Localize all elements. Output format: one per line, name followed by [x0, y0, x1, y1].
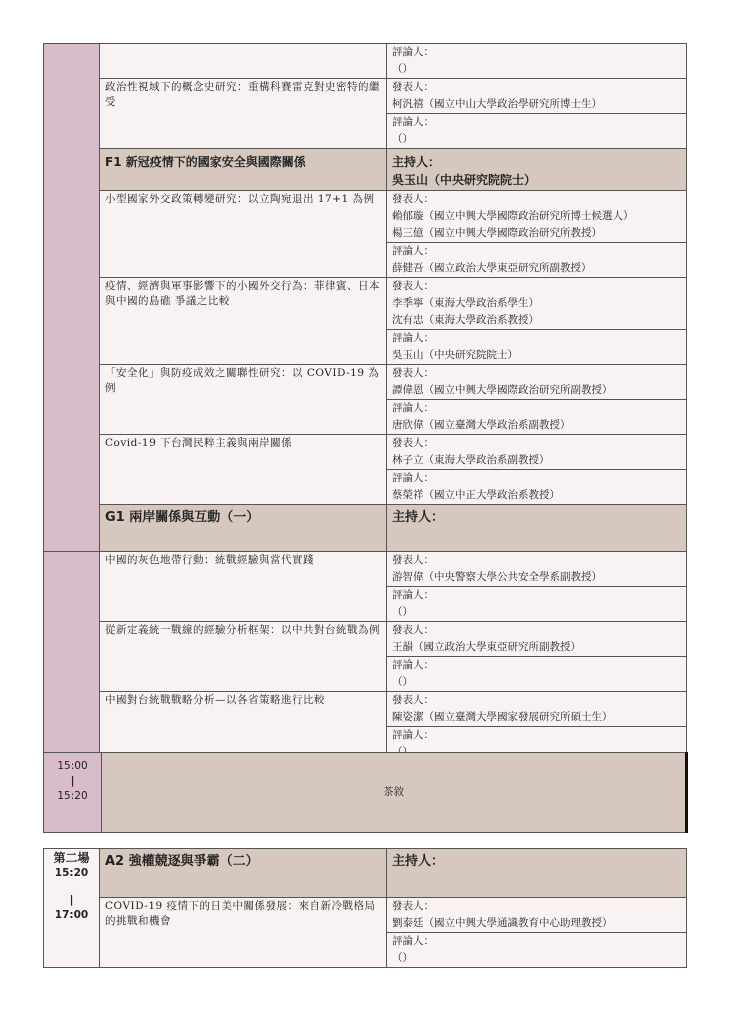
reviewer-value: 吳玉山（中央研究院院士）	[387, 347, 687, 365]
presenter-label: 發表人：	[387, 622, 687, 640]
presenter-label: 發表人：	[387, 365, 687, 383]
reviewer-label: 評論人：	[387, 470, 687, 488]
presenter-label: 發表人：	[387, 435, 687, 453]
session-end-time: 17:00	[54, 909, 89, 921]
reviewer-value: （）	[387, 950, 687, 968]
schedule-block-1	[43, 43, 686, 762]
reviewer-label: 評論人：	[387, 243, 687, 261]
presenter-label: 發表人：	[387, 79, 687, 97]
reviewer-label: 評論人：	[387, 587, 687, 605]
time-separator: |	[70, 775, 75, 787]
host-value: 吳玉山（中央研究院院士）	[387, 172, 687, 190]
presenter-label: 發表人：	[387, 898, 687, 916]
paper-title: 政治性視域下的概念史研究：重構科賽雷克對史密特的繼受	[100, 79, 387, 149]
paper-title: 中國的灰色地帶行動：統戰經驗與當代實踐	[100, 552, 387, 622]
schedule-table-2	[43, 848, 687, 968]
tea-end-time: 15:20	[57, 790, 88, 802]
paper-title: Covid-19 下台灣民粹主義與兩岸關係	[100, 435, 387, 505]
schedule-table-1	[43, 43, 687, 552]
reviewer-value: （）	[387, 674, 687, 692]
presenter-value: 沈有忠（東海大學政治系教授）	[387, 312, 687, 330]
presenter-value: 陳姿潔（國立臺灣大學國家發展研究所碩士生）	[387, 709, 687, 727]
reviewer-label: 評論人：	[387, 727, 687, 745]
tea-break-block	[43, 752, 686, 833]
reviewer-value: 蔡榮祥（國立中正大學政治系教授）	[387, 487, 687, 505]
session-title: F1 新冠疫情下的國家安全與國際關係	[100, 149, 387, 191]
paper-cell-empty	[100, 44, 387, 79]
presenter-label: 發表人：	[387, 278, 687, 296]
presenter-value: 劉泰廷（國立中興大學通識教育中心助理教授）	[387, 915, 687, 933]
presenter-label: 發表人：	[387, 692, 687, 710]
reviewer-label: 評論人：	[387, 330, 687, 348]
paper-title: COVID-19 疫情下的日美中關係發展：來自新冷戰格局的挑戰和機會	[100, 898, 387, 968]
schedule-block-2	[43, 848, 686, 968]
time-column	[44, 44, 100, 552]
presenter-value: 柯汎禧（國立中山大學政治學研究所博士生）	[387, 96, 687, 114]
session-time-cell	[44, 849, 100, 968]
paper-title: 疫情、經濟與軍事影響下的小國外交行為：菲律賓、日本與中國的島礁 爭議之比較	[100, 278, 387, 365]
paper-title: 從新定義統一戰線的經驗分析框架：以中共對台統戰為例	[100, 622, 387, 692]
presenter-label: 發表人：	[387, 552, 687, 570]
presenter-value: 譚偉恩（國立中興大學國際政治研究所副教授）	[387, 382, 687, 400]
paper-title: 小型國家外交政策轉變研究：以立陶宛退出 17+1 為例	[100, 191, 387, 278]
reviewer-label: 評論人：	[387, 657, 687, 675]
presenter-label: 發表人：	[387, 191, 687, 209]
presenter-value: 王韻（國立政治大學東亞研究所副教授）	[387, 639, 687, 657]
reviewer-value: （）	[387, 61, 687, 79]
reviewer-value: （）	[387, 131, 687, 149]
tea-break-title: 茶敘	[102, 753, 687, 833]
paper-title: 「安全化」與防疫成效之關聯性研究：以 COVID-19 為例	[100, 365, 387, 435]
presenter-value: 林子立（東海大學政治系副教授）	[387, 452, 687, 470]
tea-time-cell	[44, 753, 102, 833]
session-start-time: 15:20	[54, 867, 89, 879]
reviewer-value: （）	[387, 604, 687, 622]
reviewer-label: 評論人：	[387, 400, 687, 418]
tea-start-time: 15:00	[57, 760, 88, 772]
reviewer-cell	[387, 44, 687, 62]
reviewer-value: 薛健吾（國立政治大學東亞研究所副教授）	[387, 260, 687, 278]
reviewer-label: 評論人：	[392, 46, 434, 58]
presenter-value: 李季寧（東海大學政治系學生）	[387, 295, 687, 312]
session-slot-label: 第二場	[53, 851, 90, 865]
reviewer-label: 評論人：	[387, 933, 687, 951]
reviewer-value: 唐欣偉（國立臺灣大學政治系副教授）	[387, 417, 687, 435]
host-label: 主持人：	[387, 849, 687, 898]
time-separator: |	[69, 894, 74, 906]
paper-title: 中國對台統戰戰略分析—以各省策略進行比較	[100, 692, 387, 762]
presenter-value: 游智偉（中央警察大學公共安全學系副教授）	[387, 569, 687, 587]
host-label: 主持人：	[387, 149, 687, 173]
session-title: A2 強權競逐與爭霸（二）	[100, 849, 387, 898]
presenter-value: 賴郁璇（國立中興大學國際政治研究所博士候選人）	[387, 208, 687, 225]
reviewer-label: 評論人：	[387, 114, 687, 132]
presenter-value: 楊三億（國立中興大學國際政治研究所教授）	[387, 225, 687, 243]
tea-break-table	[43, 752, 688, 833]
time-column	[44, 552, 100, 762]
host-label: 主持人：	[387, 505, 687, 552]
session-title: G1 兩岸關係與互動（一）	[100, 505, 387, 552]
schedule-table-1b	[43, 551, 687, 762]
